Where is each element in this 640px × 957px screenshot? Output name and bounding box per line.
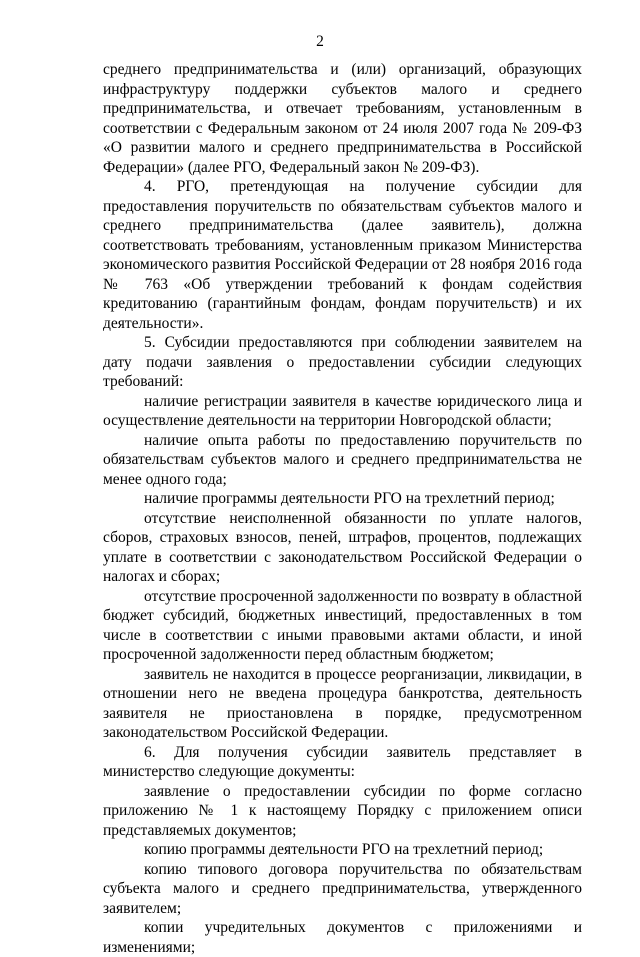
requirement-registration: наличие регистрации заявителя в качестве юридического лица и осуществление деятельности на территории Новгородской области; [103,392,582,429]
requirement-program: наличие программы деятельности РГО на трехлетний период; [144,490,555,507]
document-contract-copy: копию типового договора поручительства по обязательствам субъекта малого и среднего предпринимательства, утвержденного заявителем; [103,860,582,917]
requirement-experience: наличие опыта работы по предоставлению поручительств по обязательствам субъектов малого и среднего предпринимательства не менее одного года; [103,431,582,488]
requirement-no-tax-debt: отсутствие неисполненной обязанности по уплате налогов, сборов, страховых взносов, пеней, штрафов, процентов, подлежащих уплате в соответствии с законодательством Российской Федерации о налогах и сборах; [103,509,582,585]
requirement-not-reorganized: заявитель не находится в процессе реорганизации, ликвидации, в отношении него не введена процедура банкротства, деятельность заявителя не приостановлена в порядке, предусмотренном законодательством Российской Федерации. [103,665,582,741]
paragraph-continuation: среднего предпринимательства и (или) организаций, образующих инфраструктуру поддержки субъектов малого и среднего предпринимательства, и отвечает требованиям, установленным в соответствии с Федеральным законом от 24 июля 2007 года № 209-ФЗ «О развитии малого и среднего предпринимательства в Российской Федерации» (далее РГО, Федеральный закон № 209-ФЗ). [103,61,582,176]
requirement-no-budget-debt: отсутствие просроченной задолженности по возврату в областной бюджет субсидий, бюджетных инвестиций, предоставленных в том числе в соответствии с иными правовыми актами области, и иной просроченной задолженности перед областным бюджетом; [103,587,582,663]
document-body [103,60,582,957]
document-application: заявление о предоставлении субсидии по форме согласно приложению № 1 к настоящему Порядку с приложением описи представляемых документов; [103,782,582,839]
document-program-copy: копию программы деятельности РГО на трехлетний период; [144,841,544,858]
paragraph-item-4: 4. РГО, претендующая на получение субсидии для предоставления поручительств по обязательствам субъектов малого и среднего предпринимательства (далее заявитель), должна соответствовать требованиям, установленным приказом Министерства экономического развития Российской Федерации от 28 ноября 2016 года № 763 «Об утверждении требований к фондам содействия кредитованию (гарантийным фондам, фондам поручительств) и их деятельности». [103,178,582,332]
paragraph-item-6: 6. Для получения субсидии заявитель представляет в министерство следующие документы: [103,743,582,780]
page-number: 2 [316,33,324,50]
paragraph-item-5: 5. Субсидии предоставляются при соблюдении заявителем на дату подачи заявления о предоставлении субсидии следующих требований: [103,334,582,390]
document-charter-copies: копии учредительных документов с приложениями и изменениями; [103,919,582,956]
